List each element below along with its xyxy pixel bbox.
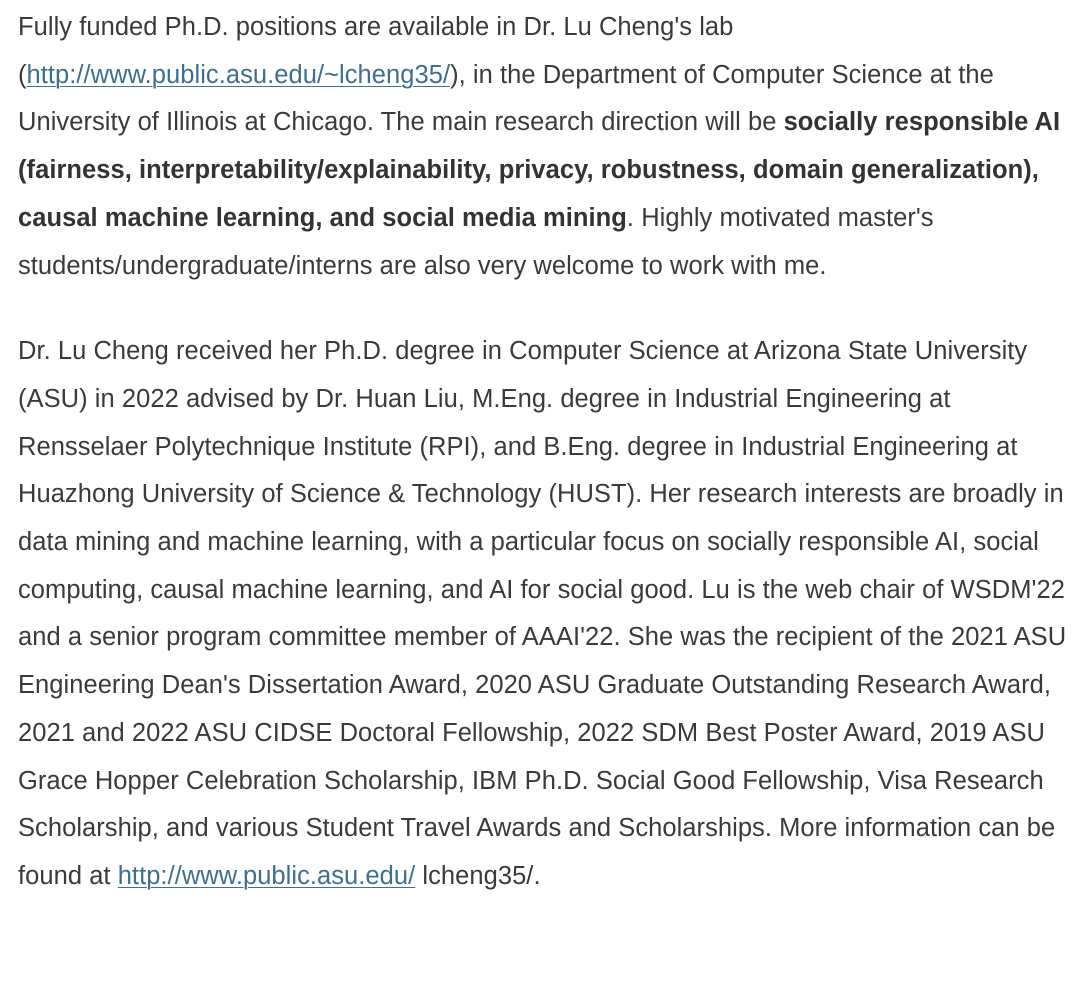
- more-info-link[interactable]: http://www.public.asu.edu/: [117, 861, 416, 890]
- bio-trailing-text: lcheng35/.: [415, 861, 541, 890]
- announcement-department: ), in the Department of Computer Science at the University of Illinois at Chicago. The main research direction will be: [18, 60, 994, 137]
- bio-paragraph: [18, 328, 1074, 900]
- article-body: [18, 4, 1074, 901]
- bio-text: Dr. Lu Cheng received her Ph.D. degree in Computer Science at Arizona State University (ASU) in 2022 advised by Dr. Huan Liu, M.Eng. degree in Industrial Engineering at Rensselaer Polytechnique Institute (RPI), and B.Eng. degree in Industrial Engineering at Huazhong University of Science & Technology (HUST). Her research interests are broadly in data mining and machine learning, with a particular focus on socially responsible AI, social computing, causal machine learning, and AI for social good. Lu is the web chair of WSDM'22 and a senior program committee member of AAAI'22. She was the recipient of the 2021 ASU Engineering Dean's Dissertation Award, 2020 ASU Graduate Outstanding Research Award, 2021 and 2022 ASU CIDSE Doctoral Fellowship, 2022 SDM Best Poster Award, 2019 ASU Grace Hopper Celebration Scholarship, IBM Ph.D. Social Good Fellowship, Visa Research Scholarship, and various Student Travel Awards and Scholarships. More information can be found at: [18, 337, 1067, 890]
- announcement-closing: . Highly motivated master's students/undergraduate/interns are also very welcome to work with me.: [18, 203, 934, 280]
- lab-homepage-link[interactable]: http://www.public.asu.edu/~lcheng35/: [26, 60, 451, 89]
- announcement-intro: Fully funded Ph.D. positions are available in Dr. Lu Cheng's lab (: [18, 13, 734, 89]
- research-direction-text: socially responsible AI (fairness, interpretability/explainability, privacy, robustness, domain generalization), causal machine learning, and social media mining: [18, 108, 1061, 232]
- announcement-paragraph: [18, 4, 1074, 290]
